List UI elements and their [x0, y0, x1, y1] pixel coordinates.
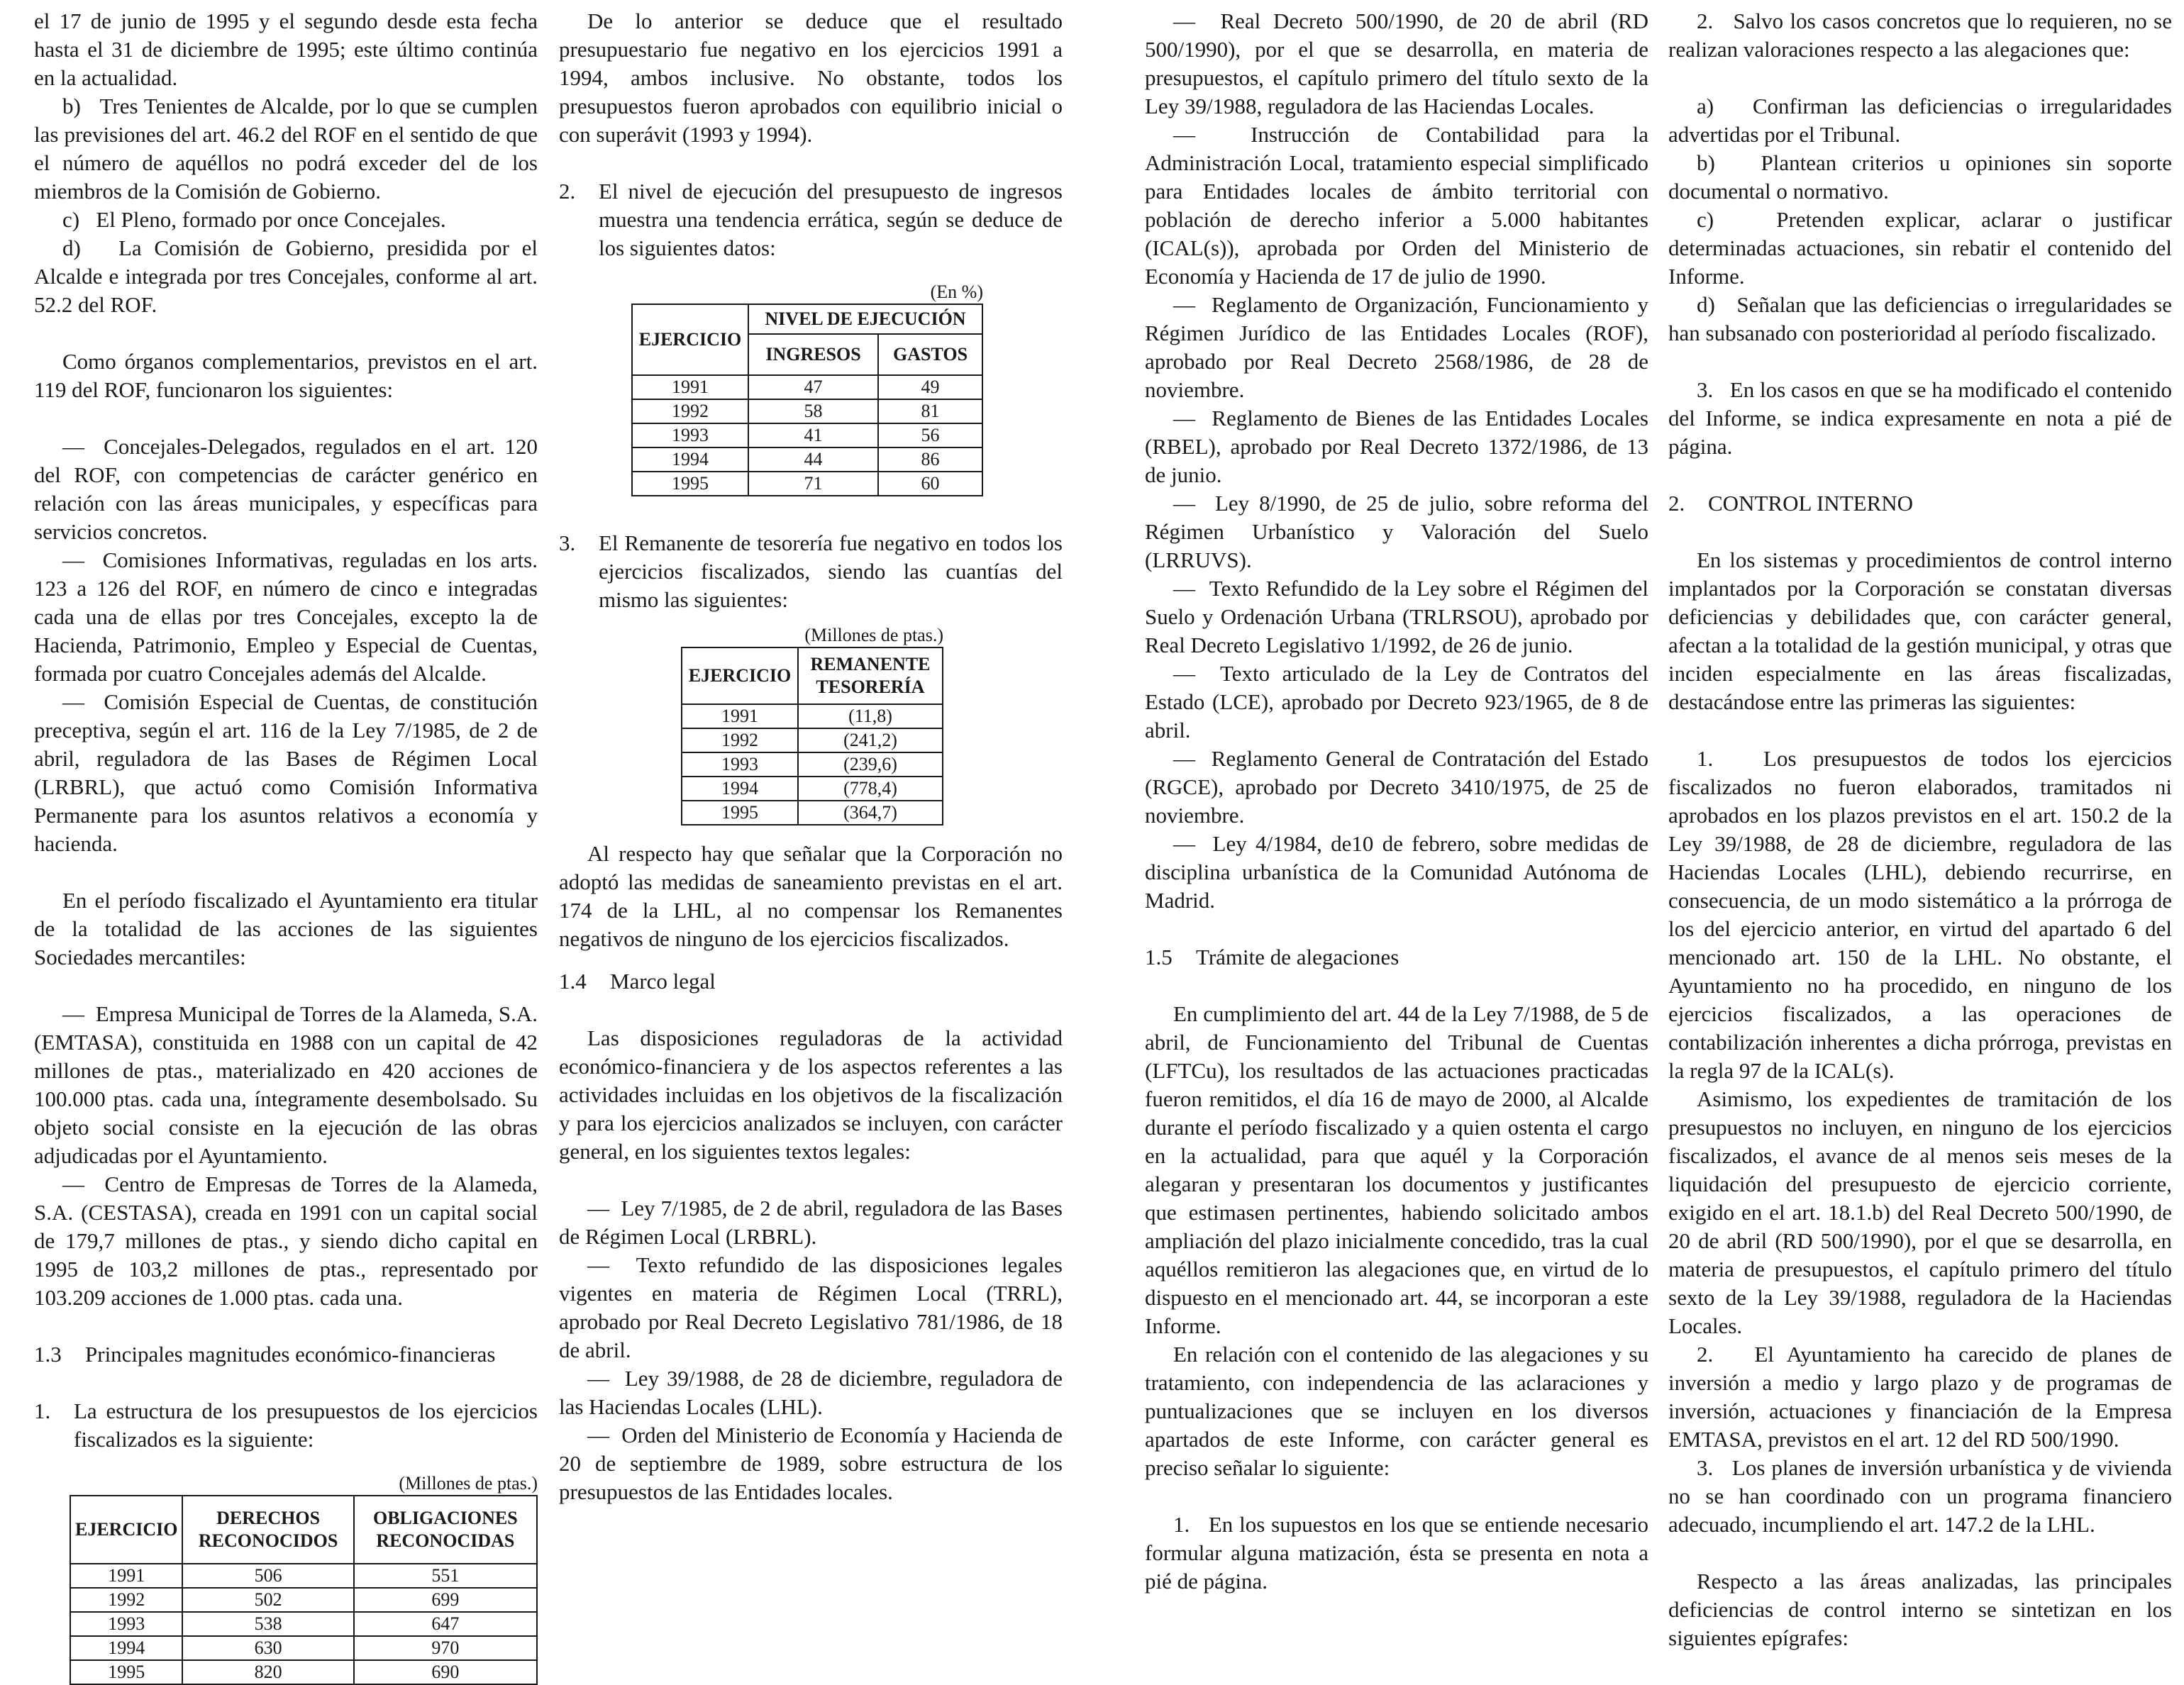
table-cell: 1994	[682, 777, 798, 801]
section-heading-1-4	[559, 967, 1063, 996]
table-unit: (En %)	[930, 282, 983, 302]
table-row	[682, 801, 943, 825]
table-cell: 86	[878, 447, 982, 472]
table-cell: 1994	[632, 447, 748, 472]
paragraph: — Empresa Municipal de Torres de la Alameda, S.A. (EMTASA), constituida en 1988 con un capital de 42 millones de ptas., materializado en 420 acciones de 100.000 ptas. cada una, íntegramente desembolsado. Su objeto social consiste en la ejecución de las obras adjudicadas por el Ayuntamiento.	[34, 1001, 538, 1168]
table-header: OBLIGACIONES RECONOCIDAS	[354, 1496, 537, 1564]
section-number: 1.5	[1145, 945, 1173, 969]
table-row	[70, 1588, 537, 1612]
paragraph: — Orden del Ministerio de Economía y Hacienda de 20 de septiembre de 1989, sobre estructura de los presupuestos de las Entidades locales.	[559, 1423, 1063, 1504]
table-cell: 551	[354, 1564, 537, 1588]
item-text: El nivel de ejecución del presupuesto de ingresos muestra una tendencia errática, según se deduce de los siguientes datos:	[599, 179, 1063, 260]
section-number: 1.4	[559, 969, 587, 994]
table-row	[70, 1564, 537, 1588]
paragraph: En los sistemas y procedimientos de control interno implantados por la Corporación se constatan diversas deficiencias y debilidades que, con carácter general, afectan a la totalidad de la gestión municipal, y otras que inciden especialmente en las áreas fiscalizadas, destacándose entre las primeras las siguientes:	[1668, 547, 2172, 714]
table-cell: 71	[748, 472, 878, 496]
paragraph: Respecto a las áreas analizadas, las principales deficiencias de control interno se sintetizan en los siguientes epígrafes:	[1668, 1569, 2172, 1650]
paragraph: 3. Los planes de inversión urbanística y de vivienda no se han coordinado con un programa financiero adecuado, incumpliendo el art. 147.2 de la LHL.	[1668, 1455, 2172, 1537]
paragraph: — Reglamento General de Contratación del Estado (RGCE), aprobado por Decreto 3410/1975, de 25 de noviembre.	[1145, 746, 1648, 828]
treasury-remainder-table	[681, 647, 943, 825]
table-cell: 44	[748, 447, 878, 472]
table-row	[70, 1660, 537, 1684]
paragraph: — Real Decreto 500/1990, de 20 de abril (RD 500/1990), por el que se desarrolla, en materia de presupuestos, el capítulo primero del título sexto de la Ley 39/1988, reguladora de las Haciendas Locales.	[1145, 9, 1648, 118]
paragraph: — Texto refundido de las disposiciones legales vigentes en materia de Régimen Local (TRRL), aprobado por Real Decreto Legislativo 781/1986, de 18 de abril.	[559, 1252, 1063, 1362]
paragraph: — Ley 4/1984, de10 de febrero, sobre medidas de disciplina urbanística de la Comunidad Autónoma de Madrid.	[1145, 831, 1648, 913]
section-title: Trámite de alegaciones	[1196, 945, 1399, 969]
section-heading-1-5	[1145, 943, 1648, 972]
paragraph: — Ley 39/1988, de 28 de diciembre, reguladora de las Haciendas Locales (LHL).	[559, 1366, 1063, 1419]
column-2	[559, 7, 1063, 1506]
table-row	[632, 447, 982, 472]
table-header: EJERCICIO	[682, 647, 798, 704]
paragraph: a) Confirman las deficiencias o irregularidades advertidas por el Tribunal.	[1668, 94, 2172, 147]
table-row	[70, 1612, 537, 1636]
treasury-table-block	[681, 624, 943, 825]
table-cell: 506	[182, 1564, 353, 1588]
paragraph: c) El Pleno, formado por once Concejales.	[62, 207, 446, 232]
paragraph: Como órganos complementarios, previstos en el art. 119 del ROF, funcionaron los siguientes:	[34, 349, 538, 402]
numbered-item	[559, 177, 1063, 262]
paragraph: — Centro de Empresas de Torres de la Alameda, S.A. (CESTASA), creada en 1991 con un capital social de 179,7 millones de ptas., y siendo dicho capital en 1995 de 103,2 millones de ptas., representado por 103.209 acciones de 1.000 ptas. cada una.	[34, 1172, 538, 1310]
paragraph: — Texto Refundido de la Ley sobre el Régimen del Suelo y Ordenación Urbana (TRLRSOU), aprobado por Real Decreto Legislativo 1/1992, de 26 de junio.	[1145, 576, 1648, 657]
paragraph: — Reglamento de Bienes de las Entidades Locales (RBEL), aprobado por Real Decreto 1372/1986, de 13 de junio.	[1145, 406, 1648, 487]
paragraph: 1. Los presupuestos de todos los ejercicios fiscalizados no fueron elaborados, tramitados ni aprobados en los plazos previstos en el art. 150.2 de la Ley 39/1988, de 28 de diciembre, reguladora de las Haciendas Locales (LHL), debiendo recurrirse, en consecuencia, de un modo sistemático a la prórroga de los del ejercicio anterior, en virtud del apartado 6 del mencionado art. 150 de la LHL. No obstante, el Ayuntamiento no ha procedido, en ninguno de los ejercicios fiscalizados, a las operaciones de contabilización inherentes a dicha prórroga, previstas en la regla 97 de la ICAL(s).	[1668, 746, 2172, 1083]
table-cell: 58	[748, 399, 878, 423]
table-cell: (239,6)	[798, 752, 943, 777]
table-row	[632, 423, 982, 447]
column-4	[1668, 7, 2172, 1652]
table-row	[632, 472, 982, 496]
paragraph: Las disposiciones reguladoras de la actividad económico-financiera y de los aspectos referentes a las actividades incluidas en los objetivos de la fiscalización y para los ejercicios analizados se incluyen, con carácter general, en los siguientes textos legales:	[559, 1025, 1063, 1164]
item-number: 2.	[559, 179, 576, 204]
table-unit: (Millones de ptas.)	[804, 625, 943, 645]
section-number: 2.	[1668, 491, 1685, 516]
table-cell: (778,4)	[798, 777, 943, 801]
numbered-item	[34, 1397, 538, 1454]
table-cell: 647	[354, 1612, 537, 1636]
table-row	[70, 1636, 537, 1660]
table-cell: 1993	[682, 752, 798, 777]
paragraph: b) Plantean criterios u opiniones sin soporte documental o normativo.	[1668, 150, 2172, 204]
table-cell: 1995	[70, 1660, 182, 1684]
table-row	[632, 375, 982, 399]
table-cell: 1995	[632, 472, 748, 496]
left-page	[0, 0, 1092, 1682]
table-row	[682, 777, 943, 801]
paragraph: — Ley 7/1985, de 2 de abril, reguladora de las Bases de Régimen Local (LRBRL).	[559, 1196, 1063, 1249]
section-title: Marco legal	[610, 969, 716, 994]
table-header: INGRESOS	[748, 334, 878, 375]
table-cell: 1991	[70, 1564, 182, 1588]
paragraph: En cumplimiento del art. 44 de la Ley 7/1988, de 5 de abril, de Funcionamiento del Tribunal de Cuentas (LFTCu), los resultados de las actuaciones practicadas fueron remitidos, el día 16 de mayo de 2000, al Alcalde durante el período fiscalizado y a quien ostenta el cargo en la actualidad, para que aquél y la Corporación alegaran y presentaran los documentos y justificantes que estimasen pertinentes, habiendo solicitado ambos ampliación del plazo inicialmente concedido, tras la cual aquéllos remitieron las alegaciones que, en virtud de lo dispuesto en el mencionado art. 44, se incorporan a este Informe.	[1145, 1001, 1648, 1338]
paragraph: De lo anterior se deduce que el resultado presupuestario fue negativo en los ejercicios 1991 a 1994, ambos inclusive. No obstante, todos los presupuestos fueron aprobados con equilibrio inicial o con superávit (1993 y 1994).	[559, 9, 1063, 147]
paragraph: Al respecto hay que señalar que la Corporación no adoptó las medidas de saneamiento previstas en el art. 174 de la LHL, al no compensar los Remanentes negativos de ninguno de los ejercicios fiscalizados.	[559, 841, 1063, 951]
table-cell: 1993	[70, 1612, 182, 1636]
item-text: La estructura de los presupuestos de los ejercicios fiscalizados es la siguiente:	[74, 1398, 538, 1452]
table-cell: 49	[878, 375, 982, 399]
execution-level-table	[631, 304, 983, 496]
table-cell: 1993	[632, 423, 748, 447]
section-heading-2	[1668, 489, 2172, 518]
budget-structure-table	[70, 1495, 538, 1685]
table-cell: 502	[182, 1588, 353, 1612]
paragraph: 2. Salvo los casos concretos que lo requieren, no se realizan valoraciones respecto a las alegaciones que:	[1668, 9, 2172, 62]
table-cell: 1992	[632, 399, 748, 423]
column-3	[1145, 7, 1648, 1596]
table-cell: 820	[182, 1660, 353, 1684]
table-cell: 41	[748, 423, 878, 447]
budget-table-block	[70, 1472, 538, 1685]
table-cell: 538	[182, 1612, 353, 1636]
paragraph: — Concejales-Delegados, regulados en el art. 120 del ROF, con competencias de carácter genérico en relación con las áreas municipales, y específicas para servicios concretos.	[34, 434, 538, 544]
table-cell: 1995	[682, 801, 798, 825]
table-row	[682, 752, 943, 777]
table-header: EJERCICIO	[70, 1496, 182, 1564]
table-header-row	[632, 304, 982, 334]
table-cell: 60	[878, 472, 982, 496]
table-header: EJERCICIO	[632, 304, 748, 375]
section-number: 1.3	[34, 1342, 62, 1367]
table-header: NIVEL DE EJECUCIÓN	[748, 304, 982, 334]
table-cell: 47	[748, 375, 878, 399]
numbered-item	[559, 529, 1063, 614]
item-text: El Remanente de tesorería fue negativo en todos los ejercicios fiscalizados, siendo las cuantías del mismo las siguientes:	[599, 530, 1063, 612]
table-cell: 1991	[682, 704, 798, 728]
paragraph: 1. En los supuestos en los que se entiende necesario formular alguna matización, ésta se presenta en nota a pié de página.	[1145, 1512, 1648, 1594]
table-header-row	[70, 1496, 537, 1564]
section-title: CONTROL INTERNO	[1708, 491, 1914, 516]
paragraph: 3. En los casos en que se ha modificado el contenido del Informe, se indica expresamente en nota a pié de página.	[1668, 377, 2172, 459]
table-cell: 690	[354, 1660, 537, 1684]
table-cell: 1994	[70, 1636, 182, 1660]
table-cell: (364,7)	[798, 801, 943, 825]
paragraph: En el período fiscalizado el Ayuntamiento era titular de la totalidad de las acciones de las siguientes Sociedades mercantiles:	[34, 888, 538, 969]
paragraph: 2. El Ayuntamiento ha carecido de planes de inversión a medio y largo plazo y de programas de inversión, actuaciones y financiación de la Empresa EMTASA, previstos en el art. 12 del RD 500/1990.	[1668, 1342, 2172, 1452]
paragraph: c) Pretenden explicar, aclarar o justificar determinadas actuaciones, sin rebatir el contenido del Informe.	[1668, 207, 2172, 289]
paragraph: d) Señalan que las deficiencias o irregularidades se han subsanado con posterioridad al período fiscalizado.	[1668, 292, 2172, 345]
paragraph: — Ley 8/1990, de 25 de julio, sobre reforma del Régimen Urbanístico y Valoración del Suelo (LRRUVS).	[1145, 491, 1648, 572]
table-cell: 630	[182, 1636, 353, 1660]
paragraph: — Reglamento de Organización, Funcionamiento y Régimen Jurídico de las Entidades Locales (ROF), aprobado por Real Decreto 2568/1986, de 28 de noviembre.	[1145, 292, 1648, 402]
table-row	[682, 728, 943, 752]
paragraph: — Comisión Especial de Cuentas, de constitución preceptiva, según el art. 116 de la Ley 7/1985, de 2 de abril, reguladora de las Bases de Régimen Local (LRBRL), que actuó como Comisión Informativa Permanente para los asuntos relativos a economía y hacienda.	[34, 689, 538, 856]
table-cell: 81	[878, 399, 982, 423]
paragraph: — Texto articulado de la Ley de Contratos del Estado (LCE), aprobado por Decreto 923/1965, de 8 de abril.	[1145, 661, 1648, 743]
table-cell: 1991	[632, 375, 748, 399]
table-unit: (Millones de ptas.)	[399, 1473, 538, 1494]
section-title: Principales magnitudes económico-financieras	[85, 1342, 496, 1367]
paragraph: el 17 de junio de 1995 y el segundo desde esta fecha hasta el 31 de diciembre de 1995; este último continúa en la actualidad.	[34, 9, 538, 90]
table-cell: 56	[878, 423, 982, 447]
table-row	[632, 399, 982, 423]
paragraph: — Comisiones Informativas, reguladas en los arts. 123 a 126 del ROF, en número de cinco e integradas cada una de ellas por tres Concejales, excepto la de Hacienda, Patrimonio, Empleo y Especial de Cuentas, formada por cuatro Concejales además del Alcalde.	[34, 547, 538, 686]
table-cell: 1992	[70, 1588, 182, 1612]
column-1	[34, 7, 538, 1685]
paragraph: En relación con el contenido de las alegaciones y su tratamiento, con independencia de las aclaraciones y puntualizaciones que se incluyen en los diversos apartados de este Informe, con carácter general es preciso señalar lo siguiente:	[1145, 1342, 1648, 1480]
paragraph: — Instrucción de Contabilidad para la Administración Local, tratamiento especial simplificado para Entidades locales de ámbito territorial con población de derecho inferior a 5.000 habitantes (ICAL(s)), aprobada por Orden del Ministerio de Economía y Hacienda de 17 de julio de 1990.	[1145, 122, 1648, 289]
item-number: 1.	[34, 1398, 51, 1423]
table-cell: 1992	[682, 728, 798, 752]
table-cell: 970	[354, 1636, 537, 1660]
paragraph: Asimismo, los expedientes de tramitación de los presupuestos no incluyen, en ninguno de los ejercicios fiscalizados, el avance de al menos seis meses de la liquidación del presupuesto de ejercicio corriente, exigido en el art. 18.1.b) del Real Decreto 500/1990, de 20 de abril (RD 500/1990), por el que se desarrolla, en materia de presupuestos, el capítulo primero del título sexto de la Ley 39/1988, reguladora de la Haciendas Locales.	[1668, 1086, 2172, 1338]
table-header-row	[682, 647, 943, 704]
table-cell: (241,2)	[798, 728, 943, 752]
table-cell: 699	[354, 1588, 537, 1612]
section-heading-1-3	[34, 1340, 538, 1369]
execution-table-block	[631, 281, 983, 496]
table-header: GASTOS	[878, 334, 982, 375]
right-page	[1092, 0, 2184, 1650]
paragraph: b) Tres Tenientes de Alcalde, por lo que se cumplen las previsiones del art. 46.2 del ROF en el sentido de que el número de aquéllos no podrá exceder del de los miembros de la Comisión de Gobierno.	[34, 94, 538, 204]
table-header: DERECHOS RECONOCIDOS	[182, 1496, 353, 1564]
table-row	[682, 704, 943, 728]
item-number: 3.	[559, 530, 576, 555]
paragraph: d) La Comisión de Gobierno, presidida por el Alcalde e integrada por tres Concejales, conforme al art. 52.2 del ROF.	[34, 235, 538, 317]
table-cell: (11,8)	[798, 704, 943, 728]
table-header: REMANENTE TESORERÍA	[798, 647, 943, 704]
